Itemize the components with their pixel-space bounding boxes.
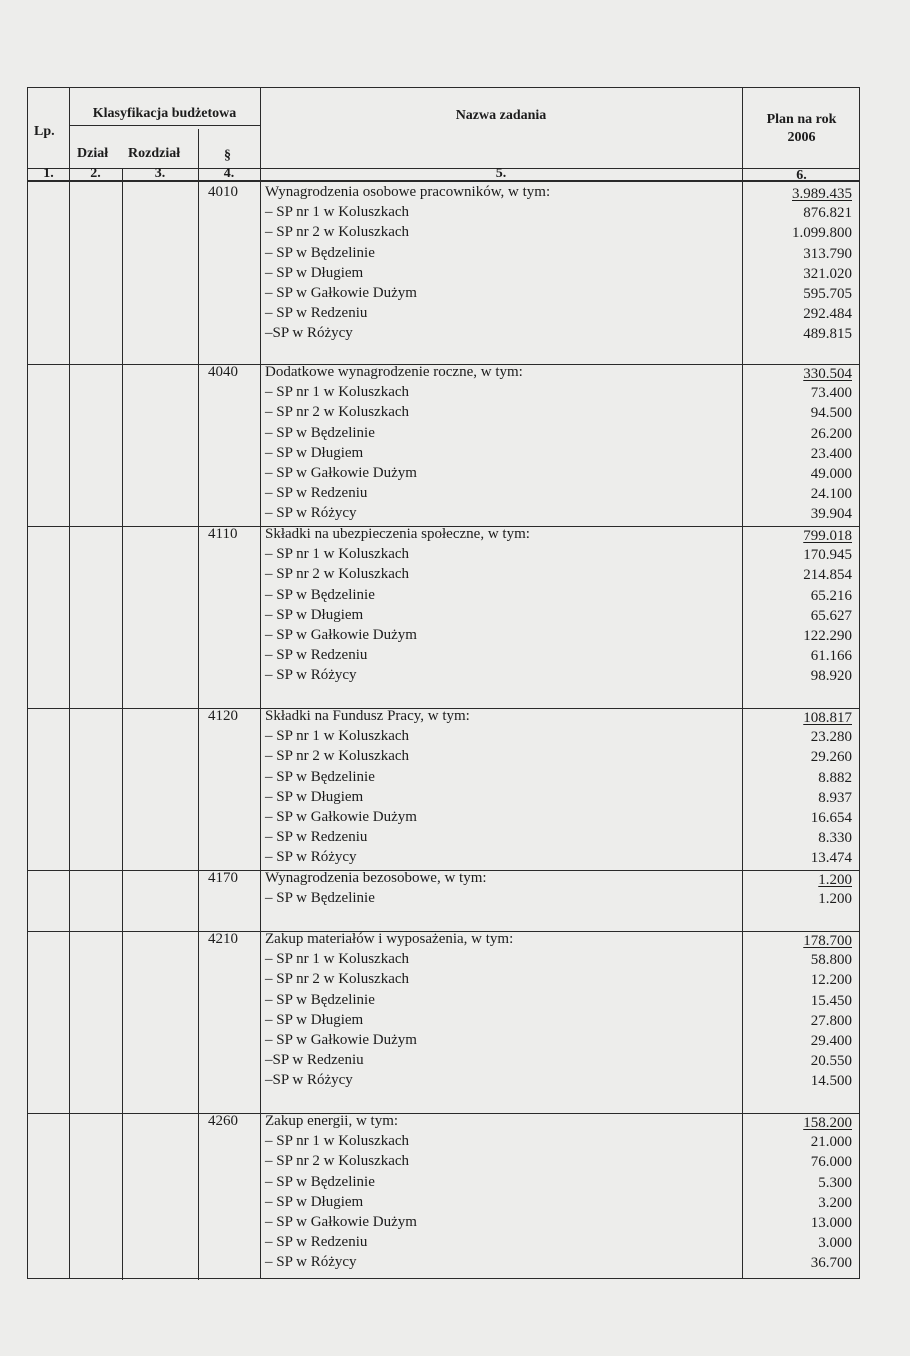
item-name: – SP w Różycy (265, 1254, 357, 1271)
item-value: 23.280 (810, 729, 852, 746)
group-total: 3.989.435 (792, 186, 852, 202)
colnum-5: 5. (495, 166, 507, 181)
group-total: 1.200 (818, 872, 852, 888)
header-lp: Lp. (34, 124, 55, 139)
item-name: – SP w Redzeniu (265, 305, 368, 322)
item-value: 49.000 (810, 466, 852, 482)
budget-table (27, 87, 860, 1279)
group-title: Składki na ubezpieczenia społeczne, w tym: (265, 526, 530, 542)
item-value: 321.020 (803, 265, 852, 282)
header-rozdzial: Rozdział (128, 146, 181, 161)
colnum-3: 3. (154, 166, 166, 181)
item-value: 29.400 (810, 1033, 852, 1049)
paragraph-code: 4040 (208, 364, 238, 380)
group-total: 108.817 (803, 710, 852, 726)
colnum-2: 2. (90, 166, 101, 181)
item-value: 29.260 (810, 749, 852, 766)
group-total: 799.018 (803, 528, 852, 544)
group-total: 158.200 (803, 1115, 852, 1131)
item-name: – SP nr 1 w Koluszkach (265, 951, 410, 968)
item-name: – SP w Będzelinie (265, 991, 375, 1008)
item-name: – SP w Długiem (265, 264, 364, 281)
item-name: – SP w Gałkowie Dużym (265, 627, 417, 643)
group-title: Składki na Fundusz Pracy, w tym: (265, 708, 470, 724)
item-value: 170.945 (803, 547, 852, 564)
paragraph-code: 4120 (208, 708, 238, 724)
item-value: 65.216 (810, 587, 852, 604)
header-plan-line2: 2006 (787, 130, 816, 145)
item-name: – SP nr 2 w Koluszkach (265, 404, 410, 421)
item-value: 1.099.800 (792, 225, 852, 242)
group-title: Dodatkowe wynagrodzenie roczne, w tym: (265, 364, 523, 380)
group-title: Wynagrodzenia bezosobowe, w tym: (265, 870, 487, 886)
item-name: – SP w Będzelinie (265, 586, 375, 603)
item-name: – SP w Będzelinie (265, 244, 375, 261)
col-line-rozdzial (198, 129, 199, 1280)
item-value: 20.550 (810, 1053, 852, 1070)
item-value: 76.000 (810, 1154, 852, 1171)
item-name: – SP w Gałkowie Dużym (265, 285, 417, 301)
item-name: – SP w Różycy (265, 505, 357, 522)
header-plan-line1: Plan na rok (766, 112, 837, 127)
paragraph-code: 4210 (208, 931, 238, 947)
item-name: –SP w Różycy (265, 325, 353, 342)
col-line-paragraf (260, 88, 261, 1278)
item-name: – SP w Gałkowie Dużym (265, 1032, 417, 1048)
group-title: Wynagrodzenia osobowe pracowników, w tym: (265, 184, 551, 200)
colnum-4: 4. (223, 166, 235, 181)
item-name: – SP w Będzelinie (265, 424, 375, 441)
item-name: – SP nr 1 w Koluszkach (265, 728, 410, 745)
item-name: – SP w Długiem (265, 1193, 364, 1210)
item-value: 595.705 (803, 286, 852, 302)
paragraph-code: 4010 (208, 184, 238, 200)
item-value: 15.450 (810, 992, 852, 1009)
item-name: – SP w Różycy (265, 667, 357, 684)
item-value: 214.854 (803, 567, 852, 584)
item-value: 292.484 (803, 306, 852, 323)
item-name: – SP w Gałkowie Dużym (265, 809, 417, 825)
item-name: – SP w Redzeniu (265, 829, 368, 846)
item-value: 24.100 (810, 486, 852, 503)
item-value: 8.882 (818, 769, 852, 786)
colnum-6: 6. (796, 168, 807, 183)
item-value: 36.700 (810, 1255, 852, 1272)
item-value: 16.654 (810, 810, 852, 826)
item-value: 12.200 (810, 972, 852, 989)
item-value: 14.500 (810, 1073, 852, 1090)
group-title: Zakup materiałów i wyposażenia, w tym: (265, 931, 514, 947)
item-value: 876.821 (803, 205, 852, 222)
col-line-nazwa (742, 88, 743, 1278)
item-value: 8.937 (818, 789, 852, 806)
item-value: 13.000 (810, 1215, 852, 1231)
item-name: – SP nr 2 w Koluszkach (265, 566, 410, 583)
item-value: 73.400 (810, 385, 852, 402)
item-name: – SP w Długiem (265, 606, 364, 623)
item-name: – SP w Długiem (265, 1011, 364, 1028)
group-total: 178.700 (803, 933, 852, 949)
item-value: 23.400 (810, 445, 852, 462)
item-name: – SP w Redzeniu (265, 647, 368, 664)
item-value: 65.627 (810, 607, 852, 624)
item-name: – SP nr 2 w Koluszkach (265, 1153, 410, 1170)
col-line-lp (69, 88, 70, 1278)
header-paragraf: § (224, 148, 231, 163)
item-value: 94.500 (810, 405, 852, 422)
item-name: – SP nr 1 w Koluszkach (265, 546, 410, 563)
item-value: 3.000 (818, 1235, 852, 1252)
item-value: 21.000 (810, 1134, 852, 1151)
item-value: 39.904 (810, 506, 852, 523)
item-name: – SP nr 1 w Koluszkach (265, 204, 410, 221)
item-name: – SP w Redzeniu (265, 485, 368, 502)
group-divider (28, 1113, 859, 1114)
header-dzial: Dział (77, 146, 109, 161)
paragraph-code: 4260 (208, 1113, 238, 1129)
item-name: – SP w Gałkowie Dużym (265, 1214, 417, 1230)
item-name: –SP w Redzeniu (265, 1052, 364, 1069)
item-name: – SP nr 1 w Koluszkach (265, 384, 410, 401)
item-name: – SP w Różycy (265, 849, 357, 866)
item-name: – SP nr 2 w Koluszkach (265, 224, 410, 241)
group-title: Zakup energii, w tym: (265, 1113, 399, 1129)
paragraph-code: 4110 (208, 526, 238, 542)
item-value: 26.200 (810, 425, 852, 442)
item-name: – SP nr 2 w Koluszkach (265, 748, 410, 765)
item-value: 8.330 (818, 830, 852, 847)
item-value: 13.474 (810, 850, 852, 867)
item-value: 58.800 (810, 952, 852, 969)
item-value: 27.800 (810, 1012, 852, 1029)
item-value: 489.815 (803, 326, 852, 343)
item-value: 313.790 (803, 245, 852, 262)
item-name: – SP w Będzelinie (265, 890, 375, 907)
item-value: 1.200 (818, 891, 852, 908)
item-name: – SP w Redzeniu (265, 1234, 368, 1251)
item-value: 122.290 (803, 628, 852, 644)
item-value: 98.920 (810, 668, 852, 685)
header-nazwa: Nazwa zadania (455, 108, 547, 123)
colnum-1: 1. (43, 166, 54, 181)
item-name: – SP nr 2 w Koluszkach (265, 971, 410, 988)
item-name: – SP w Długiem (265, 788, 364, 805)
item-value: 61.166 (810, 648, 852, 665)
item-value: 3.200 (818, 1194, 852, 1211)
item-name: – SP nr 1 w Koluszkach (265, 1133, 410, 1150)
header-klasyfikacja: Klasyfikacja budżetowa (92, 106, 237, 121)
paragraph-code: 4170 (208, 870, 238, 886)
item-name: – SP w Długiem (265, 444, 364, 461)
header-split-line (69, 125, 260, 126)
item-name: – SP w Będzelinie (265, 1173, 375, 1190)
item-value: 5.300 (818, 1174, 852, 1191)
item-name: – SP w Gałkowie Dużym (265, 465, 417, 481)
item-name: –SP w Różycy (265, 1072, 353, 1089)
group-total: 330.504 (803, 366, 852, 382)
item-name: – SP w Będzelinie (265, 768, 375, 785)
